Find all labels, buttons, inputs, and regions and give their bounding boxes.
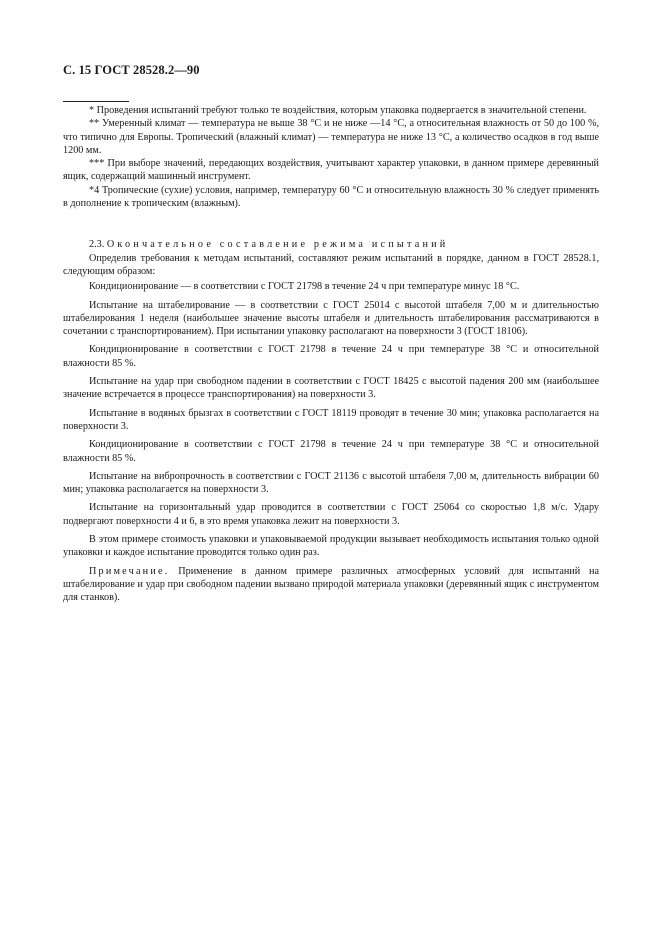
footnote-separator: [63, 101, 129, 102]
footnote-3: *** При выборе значений, передающих воздействия, учитывают характер упаковки, в данном примере деревянный ящик, содержащий машинный инструмент.: [63, 158, 599, 183]
body-paragraph: Кондиционирование в соответствии с ГОСТ 21798 в течение 24 ч при температуре 38 °С и относительной влажности 85 %.: [63, 439, 599, 464]
page-body: [63, 104, 599, 605]
footnote-4: *4 Тропические (сухие) условия, например, температуру 60 °С и относительную влажность 30 % следует применять в дополнение к тропическим (влажным).: [63, 184, 599, 210]
body-paragraph: Испытание на горизонтальный удар проводится в соответствии с ГОСТ 25064 со скоростью 1,8 м/с. Удару подвергают поверхности 4 и 6, в это время упаковка лежит на поверхности 3.: [63, 502, 599, 527]
body-paragraph: Испытание в водяных брызгах в соответствии с ГОСТ 18119 проводят в течение 30 мин; упаковка располагается на поверхности 3.: [63, 407, 599, 432]
section-heading: [63, 238, 599, 251]
body-paragraph: Кондиционирование — в соответствии с ГОСТ 21798 в течение 24 ч при температуре минус 18 °С.: [89, 281, 520, 293]
body-paragraph: В этом примере стоимость упаковки и упаковываемой продукции вызывает необходимость испытания только одной упаковки и каждое испытание проводится только один раз.: [63, 534, 599, 559]
note-label: Примечание.: [89, 565, 170, 577]
body-paragraph: Испытание на вибропрочность в соответствии с ГОСТ 21136 с высотой штабеля 7,00 м, длительность вибрации 60 мин; упаковка располагается на поверхности 3.: [63, 470, 599, 496]
section-number: 2.3.: [89, 239, 105, 251]
footnote-2: ** Умеренный климат — температура не выше 38 °С и не ниже —14 °С, а относительная влажность от 50 до 100 %, что типично для Европы. Тропический (влажный климат) — температура не ниже 13 °С, а количество осадков в год выше 1200 мм.: [63, 118, 599, 156]
section-title: Окончательное составление режима испытаний: [106, 239, 449, 251]
body-paragraph: Испытание на штабелирование — в соответствии с ГОСТ 25014 с высотой штабеля 7,00 м и длительностью штабелирования 1 неделя (наибольшее значение высоты штабеля и длительность штабелирования рассматриваются в сочетании с транспортированием). При испытании упаковку располагают на поверхности 3 (ГОСТ 18106).: [63, 299, 599, 338]
body-paragraph: Испытание на удар при свободном падении в соответствии с ГОСТ 18425 с высотой падения 200 мм (наибольшее значение встречается в процессе транспортирования) на поверхности 3.: [63, 376, 599, 401]
note-paragraph: [63, 565, 599, 605]
body-paragraph: Кондиционирование в соответствии с ГОСТ 21798 в течение 24 ч при температуре 38 °С и относительной влажности 85 %.: [63, 344, 599, 369]
body-paragraph: Определив требования к методам испытаний, составляют режим испытаний в порядке, данном в ГОСТ 28528.1, следующим образом:: [63, 252, 599, 277]
note-text: Применение в данном примере различных атмосферных условий для испытаний на штабелирование и удар при свободном падении вызвано природой материала упаковки (деревянный ящик с инструментом для станков).: [63, 565, 599, 604]
page-header: С. 15 ГОСТ 28528.2—90: [63, 63, 200, 77]
footnote-1: * Проведения испытаний требуют только те воздействия, которым упаковка подвергается в значительной степени.: [89, 105, 587, 116]
